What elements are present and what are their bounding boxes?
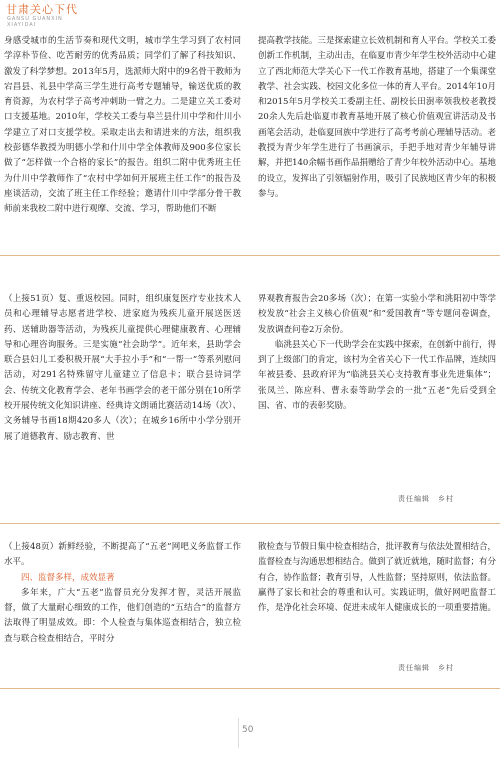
page-number: 50 <box>242 725 254 735</box>
section-divider <box>0 688 500 689</box>
article1-left-column <box>4 34 241 218</box>
article3-left-column <box>4 540 241 647</box>
article3-right-paragraph: 散检查与节假日集中检查相结合，批评教育与依法处置相结合，监督检查与沟通思想相结合。做到了就近就地，随时监督；有分有合，协作监督；教育引导，人性监督；坚持原则，依法监督。赢得了家长和社会的尊重和认可。实践证明，做好网吧监督工作，是净化社会环境、促进未成年人健康成长的一项重要措施。 <box>258 542 497 614</box>
article3-subheading: 四、监督多样，成效显著 <box>21 572 115 583</box>
magazine-logo <box>6 4 98 28</box>
article2-right-column <box>258 292 496 414</box>
section-divider <box>0 255 500 256</box>
logo-text: 甘肃关心下代 <box>6 3 78 16</box>
logo-pinyin: GANSU GUANXIN <box>7 16 63 22</box>
article3-lead: （上接48页）新鲜经验，不断提高了“五老”网吧义务监督工作水平。 <box>4 542 241 568</box>
article2-right-paragraph: 界观教育报告会20多场（次）；在第一实验小学和洮阳初中等学校发放“社会主义核心价值观”和“爱国教育”等专题问卷调查，发放调查问卷2万余份。 <box>258 294 496 335</box>
responsible-editor: 责任编辑 乡村 <box>398 664 454 672</box>
article1-right-paragraph: 提高教学技能。三是探索建立长效机制和育人平台。学校关工委创新工作机制，主动出击，在临夏市青少年学生校外活动中心建立了西北师范大学关心下一代工作教育基地，搭建了一个集课堂教学、社会实践、校园文化多位一体的育人平台。2014年10月和2015年5月学校关工委副主任、副校长田澍率领我校老教授20余人先后赴临夏市教育基地开展了核心价值观宣讲活动及书画笔会活动，赴临夏回族中学进行了高考考前心理辅导活动。老教授为青少年学生进行了书画演示，手把手地对青少年辅导讲解，并把140余幅书画作品捐赠给了青少年校外活动中心。基地的设立，发挥出了引领辐射作用，吸引了民族地区青少年的积极参与。 <box>258 36 497 199</box>
logo-pinyin-2: XIAYIDAI <box>7 22 37 28</box>
responsible-editor: 责任编辑 乡村 <box>398 495 454 503</box>
article2-right-paragraph: 临洮县关心下一代助学会在实践中探索，在创新中前行，得到了上级部门的肯定，该村为全省关心下一代工作品牌，连续四年被县委、县政府评为“临洮县关心支持教育事业先进集体”；张凤兰、陈应科、曹永泰等助学会的一批“五老”先后受到全国、省、市的表彰奖励。 <box>258 339 497 412</box>
article1-right-column <box>258 34 496 202</box>
section-divider <box>0 523 500 524</box>
article3-right-column <box>258 540 496 616</box>
article3-left-paragraph: 多年来，广大“五老”监督员充分发挥才智，灵活开展监督，做了大量耐心细致的工作，他们创造的“五结合”的监督方法取得了明显成效。即：个人检查与集体巡查相结合，独立检查与联合检查相结合，平时分 <box>4 587 241 644</box>
article2-left-column <box>4 292 241 445</box>
article2-left-paragraph: （上接51页）复、重返校园。同时，组织康复医疗专业技术人员和心理辅导志愿者进学校、进家庭为残疾儿童开展送医送药、送辅助器等活动，为残疾儿童提供心理健康教育、心理辅导和心理咨询服务。三是实施“社会助学”。近年来，县助学会联合县妇儿工委积极开展“大手拉小手”和“一帮一”等系列慰问活动，对291名特殊留守儿童建立了信息卡；联合县诗词学会、传统文化教育学会、老年书画学会的老干部分别在10所学校开展传统文化知识讲座、经典诗文朗诵比赛活动14场（次）、文务辅导书画18期420多人（次）；在城乡16所中小学分别开展了道德教育、励志教育、世 <box>4 294 241 442</box>
page-number-rule <box>238 718 239 748</box>
article1-left-paragraph: 身感受城市的生活节奏和现代文明，城市学生学习到了农村同学淳朴节俭、吃苦耐劳的优秀品质；同学们了解了科技知识、激发了科学梦想。2013年5月，选派师大附中的9名骨干教师为宕昌县、礼县中学高三学生进行高考专题辅导，输送优质的教育资源，为农村学子高考冲刺助一臂之力。二是建立关工委对口支援基地。2010年，学校关工委与皋兰县什川中学和什川小学建立了对口支援学校。采取走出去和请进来的方法，组织我校彭德华教授为明德小学和什川中学全体教师及900多位家长做了“怎样做一个合格的家长”的报告。组织二附中优秀班主任为什川中学教师作了“农村中学如何开展班主任工作”的报告及座谈活动，交流了班主任工作经验；邀请什川中学部分骨干教师前来我校二附中进行观摩、交流、学习，帮助他们不断 <box>4 36 241 215</box>
